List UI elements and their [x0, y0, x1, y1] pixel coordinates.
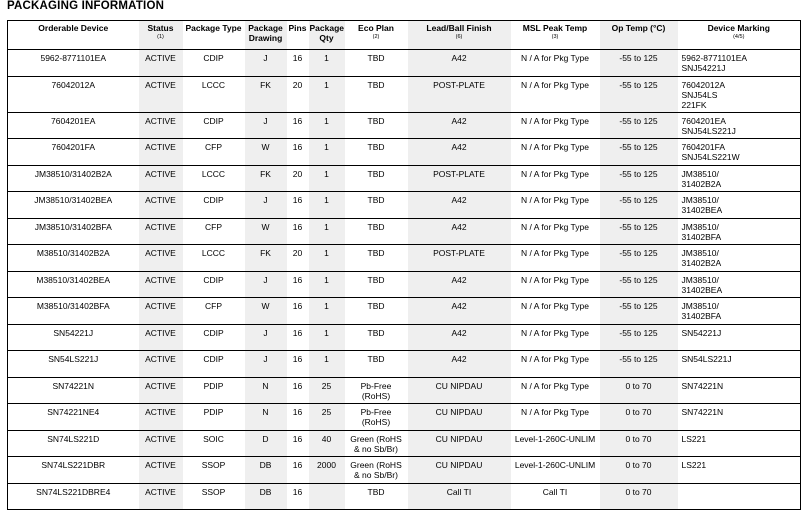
op-temp-cell: -55 to 125: [600, 271, 678, 298]
column-header-label: Pins: [288, 23, 307, 33]
eco-plan-cell: [345, 324, 408, 351]
eco-line: & no Sb/Br): [354, 443, 398, 454]
eco-plan-cell: [345, 50, 408, 77]
op-temp-cell: -55 to 125: [600, 165, 678, 192]
package-type-cell: CDIP: [183, 351, 245, 378]
msl-peak-temp-cell: N / A for Pkg Type: [511, 404, 600, 431]
marking-line: JM38510/: [681, 274, 719, 285]
eco-line: TBD: [367, 301, 385, 311]
status-cell: ACTIVE: [139, 377, 183, 404]
status-cell: ACTIVE: [139, 271, 183, 298]
eco-line: TBD: [367, 53, 385, 63]
table-row: [8, 377, 801, 404]
package-qty-cell: 1: [309, 271, 345, 298]
lead-finish-cell: A42: [408, 192, 511, 219]
marking-line: 31402B2A: [681, 258, 722, 268]
device-marking-cell: [678, 112, 801, 139]
pins-cell: 16: [287, 483, 309, 510]
column-header-label: Lead/Ball Finish: [426, 23, 492, 33]
package-qty-cell: 1: [309, 192, 345, 219]
column-header-label: Device Marking: [707, 23, 770, 33]
marking-line: 221FK: [681, 99, 707, 110]
device-marking-cell: [678, 457, 801, 484]
pins-cell: 16: [287, 404, 309, 431]
msl-peak-temp-cell: N / A for Pkg Type: [511, 324, 600, 351]
package-drawing-cell: DB: [245, 457, 287, 484]
eco-plan-cell: [345, 271, 408, 298]
status-cell: ACTIVE: [139, 351, 183, 378]
marking-line: SN74221N: [681, 407, 724, 417]
pins-cell: 16: [287, 430, 309, 457]
page-title: PACKAGING INFORMATION: [7, 0, 165, 12]
eco-plan-cell: [345, 139, 408, 166]
package-drawing-cell: W: [245, 139, 287, 166]
marking-line: SN54LS221J: [681, 354, 732, 364]
msl-peak-temp-cell: N / A for Pkg Type: [511, 218, 600, 245]
table-row: [8, 165, 801, 192]
package-type-cell: CDIP: [183, 50, 245, 77]
package-type-cell: CFP: [183, 139, 245, 166]
op-temp-cell: -55 to 125: [600, 351, 678, 378]
orderable-device-cell: SN54LS221J: [8, 351, 139, 378]
package-type-cell: PDIP: [183, 404, 245, 431]
lead-finish-cell: A42: [408, 139, 511, 166]
pins-cell: 16: [287, 139, 309, 166]
msl-peak-temp-cell: N / A for Pkg Type: [511, 139, 600, 166]
eco-line: Green (RoHS: [350, 460, 402, 470]
status-cell: ACTIVE: [139, 298, 183, 325]
marking-line: SNJ54LS221J: [681, 125, 736, 136]
eco-line: TBD: [367, 248, 385, 258]
msl-peak-temp-cell: N / A for Pkg Type: [511, 271, 600, 298]
package-drawing-cell: FK: [245, 165, 287, 192]
eco-line: TBD: [367, 142, 385, 152]
status-cell: ACTIVE: [139, 139, 183, 166]
package-type-cell: LCCC: [183, 165, 245, 192]
column-header-label: Op Temp (°C): [611, 23, 666, 33]
column-header-note: (1): [157, 34, 164, 40]
op-temp-cell: -55 to 125: [600, 76, 678, 112]
device-marking-cell: [678, 298, 801, 325]
op-temp-cell: -55 to 125: [600, 218, 678, 245]
table-row: [8, 76, 801, 112]
eco-plan-cell: [345, 351, 408, 378]
package-qty-cell: 1: [309, 139, 345, 166]
column-header: [678, 21, 801, 50]
package-drawing-cell: W: [245, 298, 287, 325]
lead-finish-cell: POST-PLATE: [408, 245, 511, 272]
marking-line: 31402B2A: [681, 178, 722, 189]
lead-finish-cell: Call TI: [408, 483, 511, 510]
marking-line: 31402BFA: [681, 311, 722, 321]
orderable-device-cell: JM38510/31402B2A: [8, 165, 139, 192]
package-type-cell: SOIC: [183, 430, 245, 457]
column-header-note: (4/5): [733, 34, 745, 40]
column-header: [287, 21, 309, 50]
eco-line: TBD: [367, 115, 385, 126]
table-row: [8, 430, 801, 457]
eco-line: TBD: [367, 274, 385, 285]
column-header: [345, 21, 408, 50]
op-temp-cell: 0 to 70: [600, 457, 678, 484]
package-qty-cell: 2000: [309, 457, 345, 484]
pins-cell: 16: [287, 351, 309, 378]
package-drawing-cell: FK: [245, 245, 287, 272]
eco-line: TBD: [367, 486, 385, 497]
device-marking-cell: [678, 245, 801, 272]
status-cell: ACTIVE: [139, 165, 183, 192]
package-qty-cell: 1: [309, 112, 345, 139]
orderable-device-cell: SN74LS221DBR: [8, 457, 139, 484]
msl-peak-temp-cell: Call TI: [511, 483, 600, 510]
pins-cell: 16: [287, 112, 309, 139]
column-header-note: (2): [372, 34, 380, 40]
device-marking-cell: [678, 165, 801, 192]
device-marking-cell: [678, 377, 801, 404]
orderable-device-cell: SN74LS221DBRE4: [8, 483, 139, 510]
marking-line: LS221: [681, 460, 707, 470]
marking-line: 76042012A: [681, 79, 725, 90]
marking-line: SN54221J: [681, 327, 722, 338]
marking-line: SNJ54LS: [681, 89, 718, 100]
package-qty-cell: 1: [309, 324, 345, 351]
lead-finish-cell: A42: [408, 351, 511, 378]
marking-line: JM38510/: [681, 301, 719, 311]
marking-line: 7604201FA: [681, 142, 725, 152]
table-row: [8, 192, 801, 219]
package-drawing-cell: J: [245, 112, 287, 139]
package-type-cell: CFP: [183, 218, 245, 245]
orderable-device-cell: SN74221NE4: [8, 404, 139, 431]
column-header-label: Package Drawing: [248, 23, 283, 43]
package-qty-cell: 1: [309, 165, 345, 192]
eco-plan-cell: [345, 430, 408, 457]
package-type-cell: CDIP: [183, 192, 245, 219]
status-cell: ACTIVE: [139, 112, 183, 139]
marking-line: JM38510/: [681, 195, 719, 205]
table-row: [8, 457, 801, 484]
package-type-cell: LCCC: [183, 76, 245, 112]
package-type-cell: SSOP: [183, 483, 245, 510]
op-temp-cell: -55 to 125: [600, 245, 678, 272]
packaging-table: [7, 20, 801, 510]
lead-finish-cell: A42: [408, 218, 511, 245]
device-marking-cell: [678, 430, 801, 457]
marking-line: 7604201EA: [681, 115, 726, 126]
eco-line: TBD: [367, 221, 385, 232]
orderable-device-cell: M38510/31402BFA: [8, 298, 139, 325]
status-cell: ACTIVE: [139, 245, 183, 272]
lead-finish-cell: CU NIPDAU: [408, 457, 511, 484]
column-header: [8, 21, 139, 50]
lead-finish-cell: A42: [408, 324, 511, 351]
table-row: [8, 298, 801, 325]
orderable-device-cell: SN74221N: [8, 377, 139, 404]
column-header-note: (6): [455, 34, 463, 40]
column-header: [245, 21, 287, 50]
pins-cell: 16: [287, 271, 309, 298]
package-qty-cell: 25: [309, 404, 345, 431]
eco-plan-cell: [345, 192, 408, 219]
orderable-device-cell: JM38510/31402BFA: [8, 218, 139, 245]
device-marking-cell: [678, 218, 801, 245]
status-cell: ACTIVE: [139, 457, 183, 484]
msl-peak-temp-cell: N / A for Pkg Type: [511, 76, 600, 112]
column-header-label: MSL Peak Temp: [522, 23, 588, 33]
column-header-label: Status: [147, 23, 174, 33]
eco-line: (RoHS): [361, 390, 391, 401]
device-marking-cell: [678, 483, 801, 510]
pins-cell: 20: [287, 165, 309, 192]
lead-finish-cell: A42: [408, 50, 511, 77]
eco-plan-cell: [345, 377, 408, 404]
eco-line: Pb-Free: [360, 407, 392, 417]
device-marking-cell: [678, 404, 801, 431]
msl-peak-temp-cell: N / A for Pkg Type: [511, 192, 600, 219]
marking-line: 31402BFA: [681, 231, 722, 242]
op-temp-cell: 0 to 70: [600, 483, 678, 510]
status-cell: ACTIVE: [139, 50, 183, 77]
package-qty-cell: 40: [309, 430, 345, 457]
lead-finish-cell: CU NIPDAU: [408, 377, 511, 404]
eco-line: TBD: [367, 168, 385, 179]
msl-peak-temp-cell: N / A for Pkg Type: [511, 112, 600, 139]
op-temp-cell: -55 to 125: [600, 298, 678, 325]
package-qty-cell: 1: [309, 50, 345, 77]
eco-line: TBD: [367, 327, 385, 338]
eco-plan-cell: [345, 218, 408, 245]
lead-finish-cell: CU NIPDAU: [408, 430, 511, 457]
pins-cell: 16: [287, 324, 309, 351]
package-drawing-cell: N: [245, 404, 287, 431]
status-cell: ACTIVE: [139, 324, 183, 351]
table-row: [8, 404, 801, 431]
pins-cell: 16: [287, 377, 309, 404]
pins-cell: 16: [287, 50, 309, 77]
package-drawing-cell: J: [245, 324, 287, 351]
eco-plan-cell: [345, 457, 408, 484]
marking-line: SN74221N: [681, 380, 724, 391]
eco-line: & no Sb/Br): [354, 470, 398, 480]
package-qty-cell: [309, 483, 345, 510]
column-header-note: (3): [551, 34, 559, 40]
header-row: [8, 21, 801, 50]
eco-plan-cell: [345, 245, 408, 272]
device-marking-cell: [678, 76, 801, 112]
package-type-cell: PDIP: [183, 377, 245, 404]
msl-peak-temp-cell: N / A for Pkg Type: [511, 351, 600, 378]
package-type-cell: SSOP: [183, 457, 245, 484]
orderable-device-cell: M38510/31402BEA: [8, 271, 139, 298]
package-qty-cell: 1: [309, 245, 345, 272]
package-drawing-cell: J: [245, 271, 287, 298]
status-cell: ACTIVE: [139, 76, 183, 112]
op-temp-cell: -55 to 125: [600, 324, 678, 351]
marking-line: 31402BEA: [681, 205, 723, 215]
pins-cell: 16: [287, 298, 309, 325]
marking-line: 5962-8771101EA: [681, 53, 748, 63]
lead-finish-cell: CU NIPDAU: [408, 404, 511, 431]
op-temp-cell: -55 to 125: [600, 192, 678, 219]
eco-plan-cell: [345, 483, 408, 510]
marking-line: 31402BEA: [681, 284, 723, 295]
package-type-cell: LCCC: [183, 245, 245, 272]
orderable-device-cell: 5962-8771101EA: [8, 50, 139, 77]
eco-plan-cell: [345, 298, 408, 325]
msl-peak-temp-cell: Level-1-260C-UNLIM: [511, 457, 600, 484]
package-type-cell: CDIP: [183, 112, 245, 139]
orderable-device-cell: JM38510/31402BEA: [8, 192, 139, 219]
table-row: [8, 271, 801, 298]
orderable-device-cell: 7604201EA: [8, 112, 139, 139]
eco-plan-cell: [345, 165, 408, 192]
column-header-label: Eco Plan: [358, 23, 394, 33]
op-temp-cell: 0 to 70: [600, 404, 678, 431]
table-row: [8, 245, 801, 272]
table-row: [8, 218, 801, 245]
marking-line: SNJ54LS221W: [681, 152, 740, 162]
device-marking-cell: [678, 139, 801, 166]
table-row: [8, 50, 801, 77]
device-marking-cell: [678, 50, 801, 77]
op-temp-cell: -55 to 125: [600, 112, 678, 139]
device-marking-cell: [678, 192, 801, 219]
package-type-cell: CFP: [183, 298, 245, 325]
eco-line: TBD: [367, 354, 385, 364]
pins-cell: 20: [287, 245, 309, 272]
status-cell: ACTIVE: [139, 404, 183, 431]
package-drawing-cell: DB: [245, 483, 287, 510]
column-header: [139, 21, 183, 50]
package-type-cell: CDIP: [183, 271, 245, 298]
msl-peak-temp-cell: N / A for Pkg Type: [511, 245, 600, 272]
package-drawing-cell: J: [245, 351, 287, 378]
package-drawing-cell: N: [245, 377, 287, 404]
marking-line: JM38510/: [681, 248, 719, 258]
package-drawing-cell: J: [245, 50, 287, 77]
eco-plan-cell: [345, 404, 408, 431]
package-drawing-cell: W: [245, 218, 287, 245]
marking-line: JM38510/: [681, 221, 719, 232]
orderable-device-cell: 7604201FA: [8, 139, 139, 166]
lead-finish-cell: A42: [408, 298, 511, 325]
eco-line: (RoHS): [361, 417, 391, 427]
eco-line: Pb-Free: [360, 380, 392, 391]
marking-line: SNJ54221J: [681, 63, 726, 73]
column-header-label: Orderable Device: [38, 23, 109, 33]
column-header: [309, 21, 345, 50]
status-cell: ACTIVE: [139, 218, 183, 245]
status-cell: ACTIVE: [139, 430, 183, 457]
eco-plan-cell: [345, 112, 408, 139]
package-drawing-cell: J: [245, 192, 287, 219]
lead-finish-cell: A42: [408, 271, 511, 298]
package-qty-cell: 1: [309, 298, 345, 325]
pins-cell: 16: [287, 218, 309, 245]
package-qty-cell: 1: [309, 76, 345, 112]
op-temp-cell: 0 to 70: [600, 377, 678, 404]
table-body: [8, 50, 801, 510]
msl-peak-temp-cell: N / A for Pkg Type: [511, 50, 600, 77]
package-drawing-cell: FK: [245, 76, 287, 112]
msl-peak-temp-cell: N / A for Pkg Type: [511, 165, 600, 192]
column-header: [511, 21, 600, 50]
column-header: [183, 21, 245, 50]
eco-line: TBD: [367, 195, 385, 205]
pins-cell: 16: [287, 192, 309, 219]
pins-cell: 16: [287, 457, 309, 484]
package-qty-cell: 1: [309, 351, 345, 378]
msl-peak-temp-cell: N / A for Pkg Type: [511, 377, 600, 404]
pins-cell: 20: [287, 76, 309, 112]
table-row: [8, 112, 801, 139]
marking-line: LS221: [681, 433, 707, 444]
orderable-device-cell: SN54221J: [8, 324, 139, 351]
msl-peak-temp-cell: Level-1-260C-UNLIM: [511, 430, 600, 457]
op-temp-cell: -55 to 125: [600, 50, 678, 77]
table-row: [8, 483, 801, 510]
op-temp-cell: 0 to 70: [600, 430, 678, 457]
column-header-label: Package Qty: [309, 23, 344, 43]
orderable-device-cell: SN74LS221D: [8, 430, 139, 457]
lead-finish-cell: POST-PLATE: [408, 165, 511, 192]
eco-plan-cell: [345, 76, 408, 112]
orderable-device-cell: 76042012A: [8, 76, 139, 112]
package-qty-cell: 25: [309, 377, 345, 404]
table-row: [8, 139, 801, 166]
orderable-device-cell: M38510/31402B2A: [8, 245, 139, 272]
column-header: [600, 21, 678, 50]
eco-line: TBD: [367, 79, 385, 90]
device-marking-cell: [678, 351, 801, 378]
device-marking-cell: [678, 271, 801, 298]
status-cell: ACTIVE: [139, 192, 183, 219]
op-temp-cell: -55 to 125: [600, 139, 678, 166]
package-qty-cell: 1: [309, 218, 345, 245]
package-drawing-cell: D: [245, 430, 287, 457]
package-type-cell: CDIP: [183, 324, 245, 351]
device-marking-cell: [678, 324, 801, 351]
eco-line: Green (RoHS: [350, 433, 402, 444]
table-row: [8, 324, 801, 351]
lead-finish-cell: POST-PLATE: [408, 76, 511, 112]
lead-finish-cell: A42: [408, 112, 511, 139]
marking-line: JM38510/: [681, 168, 719, 179]
column-header: [408, 21, 511, 50]
status-cell: ACTIVE: [139, 483, 183, 510]
table-row: [8, 351, 801, 378]
column-header-label: Package Type: [185, 23, 242, 33]
msl-peak-temp-cell: N / A for Pkg Type: [511, 298, 600, 325]
